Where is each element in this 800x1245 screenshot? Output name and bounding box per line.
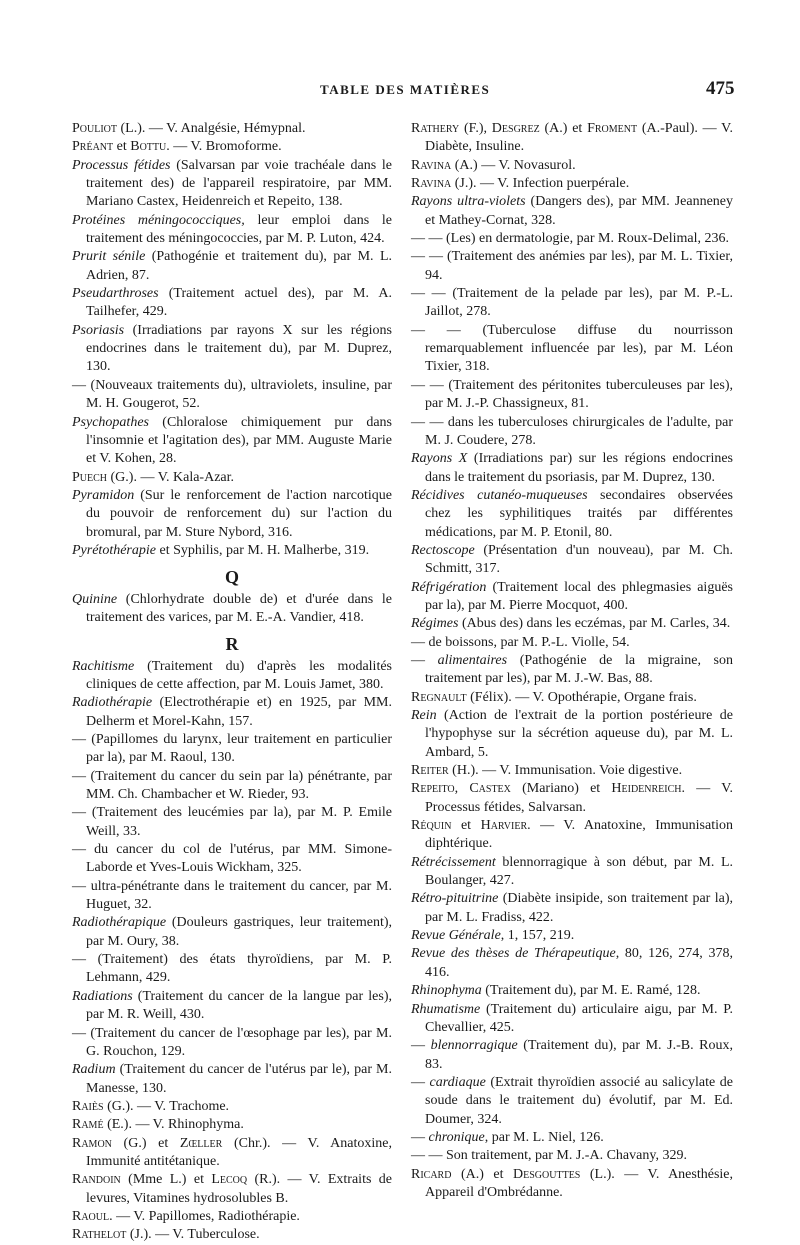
index-entry xyxy=(72,591,392,628)
entry-segment: leur emploi dans le traitement des méningococcies, par M. P. Luton, 424. xyxy=(86,212,392,247)
entry-segment: Lecoq xyxy=(211,1172,248,1188)
entry-segment: (G.) et xyxy=(111,1135,180,1151)
index-entry xyxy=(72,658,392,695)
index-entry xyxy=(72,951,392,988)
entry-segment: — — (Traitement des péritonites tuberculeuses par les), par M. J.-P. Chassigneux, 81. xyxy=(411,377,733,412)
index-entry xyxy=(72,878,392,915)
entry-segment: Puech xyxy=(72,469,108,485)
entry-segment: (Chloralose chimiquement pur dans l'insomnie et l'agitation des), par MM. Auguste Marie et V. Kohen, 28. xyxy=(86,414,392,467)
entry-segment: (J.). — V. Tuberculose. xyxy=(126,1227,260,1243)
entry-segment: — (Papillomes du larynx, leur traitement en particulier par la), par M. Raoul, 130. xyxy=(72,732,392,766)
entry-segment: — du cancer du col de l'utérus, par MM. Simone-Laborde et Yves-Louis Wickham, 325. xyxy=(72,842,392,876)
entry-segment: Castex xyxy=(469,781,511,797)
entry-segment: Froment xyxy=(587,121,638,136)
entry-segment: Zœller xyxy=(179,1135,223,1151)
entry-segment: — de boissons, par M. P.-L. Violle, 54. xyxy=(411,634,630,650)
index-entry xyxy=(411,982,733,1000)
index-entry xyxy=(72,768,392,805)
entry-segment: (Traitement du) articulaire aigu, par M. P. Chevallier, 425. xyxy=(425,1001,733,1035)
entry-segment: (Electrothérapie et) en 1925, par MM. Delherm et Morel-Kahn, 157. xyxy=(86,695,392,729)
entry-segment: Heidenreich xyxy=(611,781,682,797)
entry-segment: Réquin xyxy=(411,818,452,834)
index-entry xyxy=(411,854,733,891)
entry-segment: Radiothérapie xyxy=(72,695,153,711)
entry-segment: Rhumatisme xyxy=(411,1001,481,1017)
entry-segment: , par M. L. Niel, 126. xyxy=(484,1129,604,1145)
index-entry xyxy=(72,694,392,731)
entry-segment: Psychopathes xyxy=(72,414,149,430)
entry-segment: (Félix). — V. Opothérapie, Organe frais. xyxy=(466,689,697,705)
entry-segment: Ravina xyxy=(411,176,452,192)
index-entry xyxy=(72,138,392,156)
entry-segment: (G.). — V. Trachome. xyxy=(103,1098,230,1114)
entry-segment: Pseudarthroses xyxy=(72,286,159,302)
entry-segment: (Chr.). — V. Anatoxine, Immunité antitétanique. xyxy=(86,1135,392,1169)
index-entry xyxy=(72,285,392,322)
entry-segment: (F.), xyxy=(459,121,492,136)
entry-segment: (Mme L.) et xyxy=(120,1172,212,1188)
entry-segment: Processus fétides xyxy=(72,157,171,173)
index-entry xyxy=(411,157,733,175)
entry-segment: Régimes xyxy=(411,616,459,632)
entry-segment: (Extrait thyroïdien associé au salicylate de soude dans le traitement du) évolutif, par M. Ed. Doumer, 324. xyxy=(425,1074,733,1127)
entry-segment: — (Traitement du cancer de l'œsophage par les), par M. G. Rouchon, 129. xyxy=(72,1025,392,1059)
left-column xyxy=(72,120,392,1245)
index-entry xyxy=(72,248,392,285)
entry-segment: Ricard xyxy=(411,1166,452,1182)
entry-segment: Bottu xyxy=(130,139,167,155)
index-entry xyxy=(411,487,733,542)
entry-segment: , 80, 126, 274, 378, 416. xyxy=(425,946,733,980)
index-entry xyxy=(72,988,392,1025)
index-entry xyxy=(72,157,392,212)
entry-segment: alimentaires xyxy=(437,652,508,668)
entry-segment: et Syphilis, par M. H. Malherbe, 319. xyxy=(155,542,370,558)
entry-segment: . — V. Anatoxine, Immunisation diphtérique. xyxy=(425,818,734,852)
index-entry xyxy=(72,1116,392,1134)
index-list-r xyxy=(72,658,392,1245)
entry-segment: (E.). — V. Rhinophyma. xyxy=(103,1117,244,1133)
entry-segment: Desgouttes xyxy=(513,1166,581,1182)
index-entry xyxy=(411,248,733,285)
index-entry xyxy=(411,927,733,945)
entry-segment: — — (Traitement des anémies par les), par M. L. Tixier, 94. xyxy=(411,249,733,283)
index-entry xyxy=(72,487,392,542)
entry-segment: (Pathogénie de la migraine, son traitement par les), par M. J.-W. Bas, 88. xyxy=(425,652,733,687)
entry-segment: Radium xyxy=(72,1062,116,1078)
index-entry xyxy=(72,414,392,469)
entry-segment: — (Traitement des leucémies par la), par M. P. Emile Weill, 33. xyxy=(72,805,392,839)
index-list-q xyxy=(72,591,392,628)
entry-segment: Radiations xyxy=(72,988,133,1004)
entry-segment: Protéines méningococciques, xyxy=(72,212,245,228)
entry-segment: Randoin xyxy=(72,1172,121,1188)
index-entry xyxy=(72,469,392,487)
entry-segment: (L.). — V. Anesthésie, Appareil d'Ombrédanne. xyxy=(425,1166,733,1200)
entry-segment: blennorragique xyxy=(430,1038,518,1054)
index-entry xyxy=(411,230,733,248)
entry-segment: chronique xyxy=(428,1129,485,1145)
index-entry xyxy=(72,731,392,768)
index-entry xyxy=(72,1061,392,1098)
index-entry xyxy=(411,579,733,616)
entry-segment: . — V. Bromoforme. xyxy=(166,139,282,155)
index-entry xyxy=(72,1098,392,1116)
entry-segment: Rhinophyma xyxy=(411,983,482,999)
entry-segment: — (Nouveaux traitements du), ultraviolets, insuline, par M. H. Gougerot, 52. xyxy=(72,377,392,412)
entry-segment: Rachitisme xyxy=(72,658,135,674)
entry-segment: (Douleurs gastriques, leur traitement), par M. Oury, 38. xyxy=(86,915,392,949)
index-entry xyxy=(72,542,392,560)
entry-segment: (Pathogénie et traitement du), par M. L. Adrien, 87. xyxy=(86,249,393,283)
index-entry xyxy=(72,212,392,249)
index-entry xyxy=(411,1166,733,1203)
entry-segment: (Sur le renforcement de l'action narcotique du pouvoir de renforcement du) sur l'action du bromural, par M. Sture Nybord, 316. xyxy=(86,487,392,540)
entry-segment: Pouliot xyxy=(72,121,117,136)
entry-segment: Reiter xyxy=(411,763,449,779)
entry-segment: Rein xyxy=(411,708,437,723)
entry-segment: (Irradiations par rayons X sur les régions endocrines dans le traitement du), par M. Duprez, 130. xyxy=(86,322,392,375)
entry-segment: (Diabète insipide, son traitement par la), par M. L. Fradiss, 422. xyxy=(425,891,733,925)
section-letter-r: R xyxy=(225,634,239,655)
index-entry xyxy=(411,945,733,982)
entry-segment: Revue Générale xyxy=(411,928,501,944)
entry-segment: Rathelot xyxy=(72,1227,127,1243)
entry-segment: (L.). — V. Analgésie, Hémypnal. xyxy=(117,121,306,136)
section-letter-q: Q xyxy=(224,567,239,588)
entry-segment: Quinine xyxy=(72,591,118,607)
entry-segment: (A.) et xyxy=(451,1166,514,1182)
entry-segment: Rayons ultra-violets xyxy=(411,194,526,210)
entry-segment: Harvier xyxy=(480,818,528,834)
index-entry xyxy=(72,322,392,377)
entry-segment: Regnault xyxy=(411,689,467,705)
entry-segment: — xyxy=(411,652,438,668)
index-entry xyxy=(411,707,733,762)
entry-segment: . — V. Processus fétides, Salvarsan. xyxy=(425,781,734,815)
index-entry xyxy=(411,817,733,854)
index-entry xyxy=(411,1074,733,1129)
entry-segment: (Traitement actuel des), par M. A. Tailhefer, 429. xyxy=(86,286,392,320)
entry-segment: (Action de l'extrait de la portion postérieure de l'hypophyse sur la sécrétion aqueuse du), par M. L. Ambard, 5. xyxy=(425,708,733,760)
entry-segment: (Irradiations par) sur les régions endocrines dans le traitement du psoriasis, par M. Duprez, 130. xyxy=(425,451,734,485)
entry-segment: Rétrécissement xyxy=(411,854,496,870)
entry-segment: Desgrez xyxy=(491,121,540,136)
index-entry xyxy=(411,1147,733,1165)
index-entry xyxy=(411,414,733,451)
entry-segment: — — (Traitement de la pelade par les), par M. P.-L. Jaillot, 278. xyxy=(411,286,733,320)
entry-segment: Pyrétothérapie xyxy=(72,542,156,558)
index-entry xyxy=(411,175,733,193)
entry-segment: (H.). — V. Immunisation. Voie digestive. xyxy=(448,763,683,779)
entry-segment: (Présentation d'un nouveau), par M. Ch. Schmitt, 317. xyxy=(425,542,733,577)
page-header xyxy=(0,78,800,102)
entry-segment: — — dans les tuberculoses chirurgicales de l'adulte, par M. J. Coudere, 278. xyxy=(411,414,733,448)
page-number: 475 xyxy=(706,78,735,99)
entry-segment: Réfrigération xyxy=(411,579,487,595)
entry-segment: Rayons X xyxy=(411,451,468,467)
entry-segment: Récidives cutanéo-muqueuses xyxy=(411,487,588,503)
entry-segment: — xyxy=(411,1074,430,1090)
entry-segment: Ramon xyxy=(72,1135,112,1151)
index-entry xyxy=(72,804,392,841)
entry-segment: — ultra-pénétrante dans le traitement du cancer, par M. Huguet, 32. xyxy=(72,878,392,913)
index-entry xyxy=(411,1037,733,1074)
entry-segment: , 1, 157, 219. xyxy=(500,928,575,944)
index-entry xyxy=(72,1171,392,1208)
index-entry xyxy=(411,1001,733,1038)
entry-segment: (Mariano) et xyxy=(510,781,612,797)
entry-segment: (R.). — V. Extraits de levures, Vitamines hydrosolubles B. xyxy=(86,1172,392,1206)
index-entry xyxy=(411,780,733,817)
entry-segment: (A.) — V. Novasurol. xyxy=(451,157,576,173)
entry-segment: — — (Tuberculose diffuse du nourrisson remarquablement influencée par les), par M. Léon Tixier, 318. xyxy=(411,322,733,375)
entry-segment: , xyxy=(454,781,470,797)
entry-segment: secondaires observées chez les syphilitiques traités par différentes médications, par M. P. Etonil, 80. xyxy=(425,487,733,540)
entry-segment: Raiès xyxy=(72,1098,104,1114)
index-entry xyxy=(72,841,392,878)
entry-segment: (J.). — V. Infection puerpérale. xyxy=(451,176,630,192)
entry-segment: (Traitement du), par M. E. Ramé, 128. xyxy=(481,983,701,999)
entry-segment: (A.) et xyxy=(539,121,588,136)
entry-segment: Radiothérapique xyxy=(72,915,167,931)
index-entry xyxy=(411,322,733,377)
index-entry xyxy=(411,615,733,633)
entry-segment: Revue des thèses de Thérapeutique xyxy=(411,946,616,962)
index-entry xyxy=(411,762,733,780)
running-title: TABLE DES MATIÈRES xyxy=(320,82,491,97)
entry-segment: (G.). — V. Kala-Azar. xyxy=(107,469,235,485)
index-entry xyxy=(72,1025,392,1062)
entry-segment: Pyramidon xyxy=(72,487,135,503)
right-column xyxy=(411,120,733,1202)
index-entry xyxy=(411,193,733,230)
index-entry xyxy=(411,652,733,689)
entry-segment: (Dangers des), par MM. Jeanneney et Mathey-Cornat, 328. xyxy=(425,194,733,228)
entry-segment: (Traitement local des phlegmasies aiguës par la), par M. Pierre Mocquot, 400. xyxy=(425,579,733,613)
index-entry xyxy=(411,689,733,707)
index-entry xyxy=(72,914,392,951)
index-entry xyxy=(411,542,733,579)
entry-segment: et xyxy=(451,818,481,834)
entry-segment: Rectoscope xyxy=(411,542,475,558)
entry-segment: Préant xyxy=(72,139,114,155)
index-entry xyxy=(411,1129,733,1147)
entry-segment: blennorragique à son début, par M. L. Boulanger, 427. xyxy=(425,854,733,889)
index-entry xyxy=(411,377,733,414)
index-entry xyxy=(411,890,733,927)
index-entry xyxy=(411,285,733,322)
index-entry xyxy=(72,120,392,138)
index-entry xyxy=(72,1135,392,1172)
entry-segment: Rathery xyxy=(411,121,460,136)
index-entry xyxy=(411,634,733,652)
entry-segment: (Traitement du), par M. J.-B. Roux, 83. xyxy=(425,1038,733,1072)
entry-segment: Prurit sénile xyxy=(72,249,146,265)
entry-segment: — — (Les) en dermatologie, par M. Roux-Delimal, 236. xyxy=(411,231,730,247)
entry-segment: (Traitement du) d'après les modalités cliniques de cette affection, par M. Louis Jamet, 380. xyxy=(86,658,392,692)
entry-segment: (Traitement du cancer de la langue par les), par M. R. Weill, 430. xyxy=(86,988,392,1023)
entry-segment: Ramé xyxy=(72,1117,104,1133)
entry-segment: (Salvarsan par voie trachéale dans le traitement des) de l'appareil respiratoire, par MM. Mariano Castex, Heidenreich et Repeito, 138. xyxy=(86,157,392,210)
entry-segment: . — V. Papillomes, Radiothérapie. xyxy=(109,1208,300,1224)
entry-segment: Raoul xyxy=(72,1208,110,1224)
index-entry xyxy=(72,1208,392,1226)
entry-segment: — — Son traitement, par M. J.-A. Chavany, 329. xyxy=(411,1148,687,1164)
index-entry xyxy=(411,120,733,157)
index-entry xyxy=(72,377,392,414)
entry-segment: (Traitement du cancer de l'utérus par le), par M. Manesse, 130. xyxy=(86,1062,392,1096)
entry-segment: — (Traitement) des états thyroïdiens, par M. P. Lehmann, 429. xyxy=(72,952,392,986)
index-list-right xyxy=(411,120,733,1202)
index-entry xyxy=(411,450,733,487)
entry-segment: et xyxy=(113,139,131,155)
entry-segment: Rétro-pituitrine xyxy=(411,891,499,907)
entry-segment: (A.-Paul). — V. Diabète, Insuline. xyxy=(425,121,733,155)
entry-segment: — xyxy=(411,1129,429,1145)
entry-segment: (Chlorhydrate double de) et d'urée dans le traitement des varices, par M. E.-A. Vandier, 418. xyxy=(86,591,392,625)
index-entry xyxy=(72,1226,392,1244)
entry-segment: Repeito xyxy=(411,781,455,797)
entry-segment: Ravina xyxy=(411,157,452,173)
entry-segment: (Abus des) dans les eczémas, par M. Carles, 34. xyxy=(458,616,731,632)
entry-segment: — xyxy=(411,1038,431,1054)
entry-segment: cardiaque xyxy=(429,1074,486,1090)
entry-segment: — (Traitement du cancer du sein par la) pénétrante, par MM. Ch. Chambacher et W. Rieder, 93. xyxy=(72,768,392,803)
index-list-p xyxy=(72,120,392,560)
entry-segment: Psoriasis xyxy=(72,322,125,338)
